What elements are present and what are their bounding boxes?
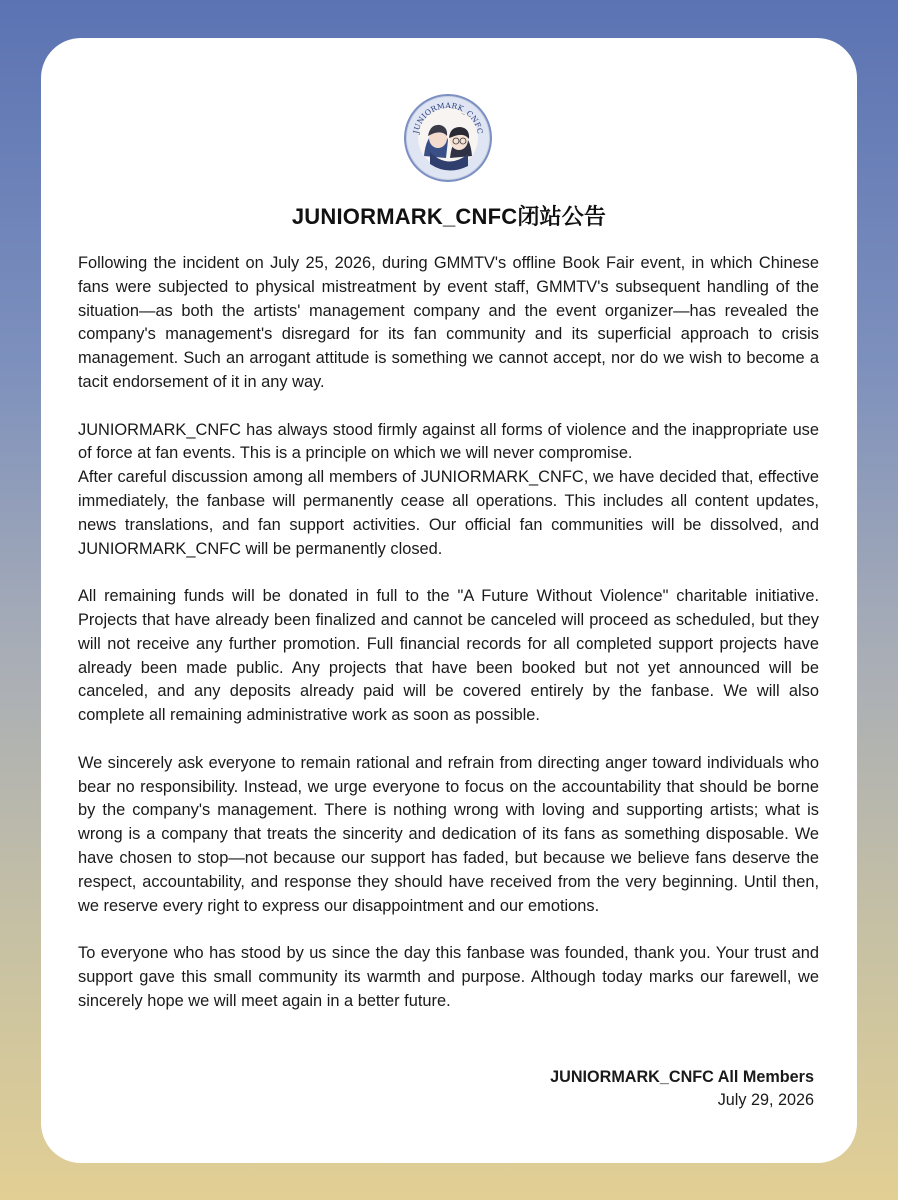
fanbase-logo (404, 94, 492, 182)
paragraph-funds: All remaining funds will be donated in full to the "A Future Without Violence" charitable initiative. Projects that have already been finalized and cannot be canceled will proceed as scheduled, but they will not receive any further promotion. Full financial records for all completed support projects have already been made public. Any projects that have been booked but not yet announced will be canceled, and any deposits already paid will be covered entirely by the fanbase. We will also complete all remaining administrative work as soon as possible. (78, 587, 819, 725)
paragraph-thanks: To everyone who has stood by us since the day this fanbase was founded, thank you. Your trust and support gave this small community its warmth and purpose. Although today marks our farewell, we sincerely hope we will meet again in a better future. (78, 944, 819, 1010)
paragraph-incident: Following the incident on July 25, 2026, during GMMTV's offline Book Fair event, in which Chinese fans were subjected to physical mistreatment by event staff, GMMTV's subsequent handling of the situation—as both the artists' management company and the event organizer—has revealed the company's management's disregard for its fan community and its superficial approach to crisis management. Such an arrogant attitude is something we cannot accept, nor do we wish to become a tacit endorsement of it in any way. (78, 254, 819, 391)
announcement-body (78, 252, 819, 1037)
paragraph-request: We sincerely ask everyone to remain rational and refrain from directing anger toward individuals who bear no responsibility. Instead, we urge everyone to focus on the accountability that should be borne by the company's management. There is nothing wrong with loving and supporting artists; what is wrong is a company that treats the sincerity and dedication of its fans as something disposable. We have chosen to stop—not because our support has faded, but because we believe fans deserve the respect, accountability, and response they should have received from the very beginning. Until then, we reserve every right to express our disappointment and our emotions. (78, 753, 819, 915)
logo-illustration (406, 96, 490, 180)
paragraph-closure: After careful discussion among all members of JUNIORMARK_CNFC, we have decided that, effective immediately, the fanbase will permanently cease all operations. This includes all content updates, news translations, and fan support activities. Our official fan communities will be dissolved, and JUNIORMARK_CNFC will be permanently closed. (78, 468, 819, 558)
page-title: JUNIORMARK_CNFC闭站公告 (291, 204, 607, 229)
signature-name: JUNIORMARK_CNFC All Members (550, 1068, 814, 1086)
paragraph-stance: JUNIORMARK_CNFC has always stood firmly against all forms of violence and the inappropriate use of force at fan events. This is a principle on which we will never compromise. (78, 420, 819, 463)
signature-date: July 29, 2026 (717, 1091, 814, 1109)
svg-text:JUNIORMARK_CNFC: JUNIORMARK_CNFC (411, 100, 485, 135)
signature-block (550, 1066, 814, 1112)
